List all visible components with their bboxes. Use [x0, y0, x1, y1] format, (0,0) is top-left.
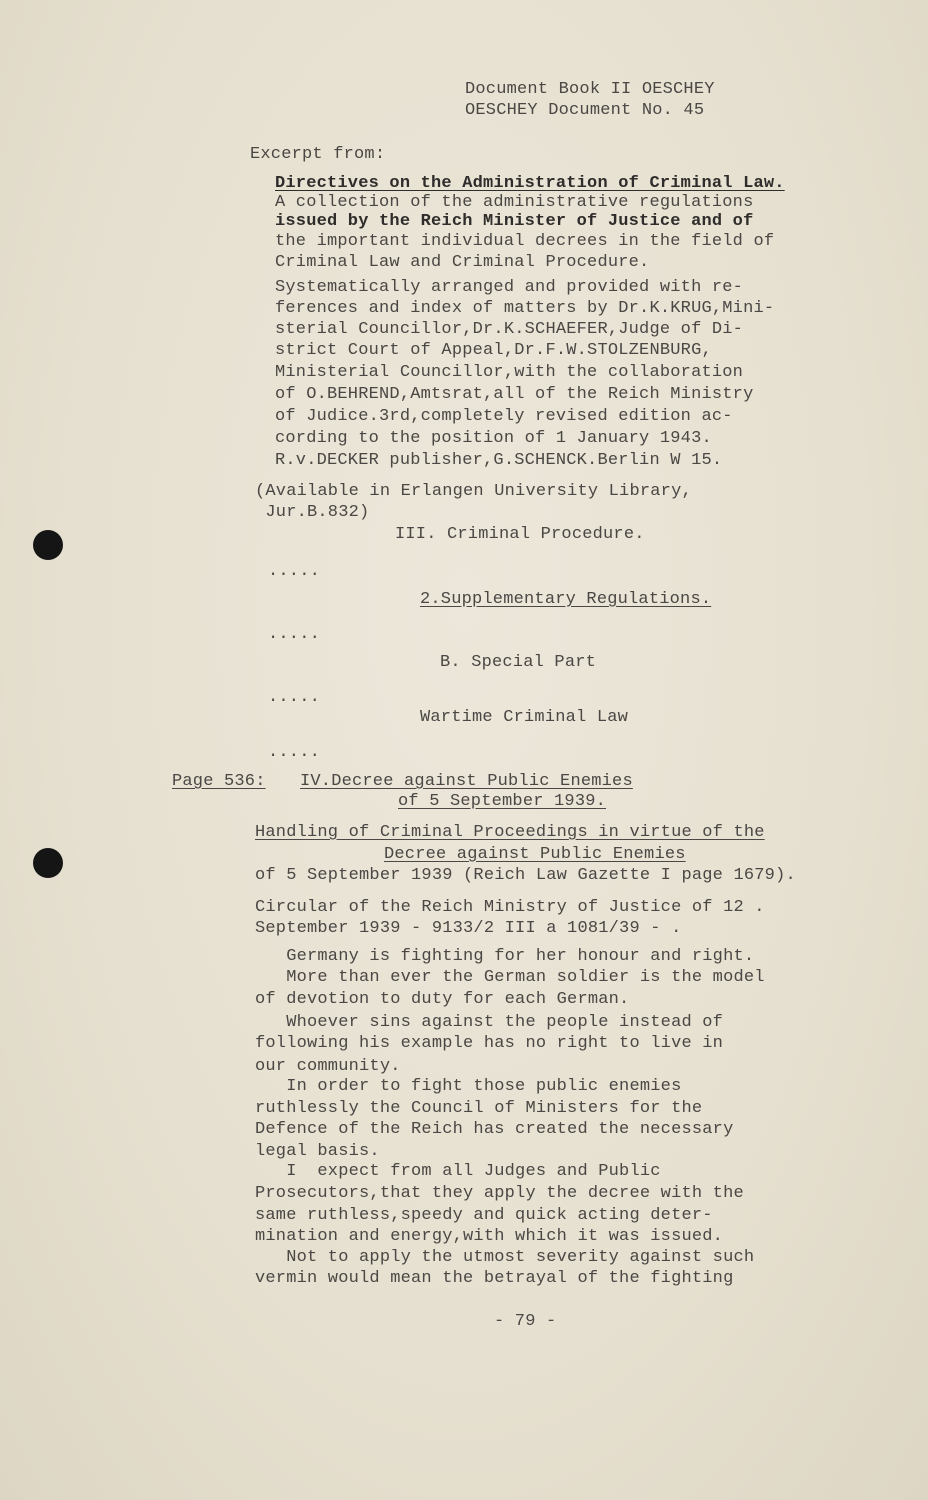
source-para2-line-4: strict Court of Appeal,Dr.F.W.STOLZENBURG, — [275, 341, 712, 360]
body-line-7: In order to fight those public enemies — [255, 1077, 682, 1096]
section-wartime-criminal-law: Wartime Criminal Law — [420, 708, 629, 727]
punch-hole-bottom — [33, 848, 63, 878]
availability-line-1: (Available in Erlangen University Library, — [255, 482, 692, 501]
source-line-3: the important individual decrees in the field of — [275, 232, 775, 251]
body-line-12: Prosecutors,that they apply the decree with the — [255, 1184, 744, 1203]
page-reference: Page 536: — [172, 772, 266, 791]
availability-line-2: Jur.B.832) — [255, 503, 370, 522]
section-special-part: B. Special Part — [440, 653, 597, 672]
handling-line-1: Handling of Criminal Proceedings in virtue of the — [255, 823, 765, 842]
body-line-6: our community. — [255, 1057, 401, 1076]
page-number: - 79 - — [494, 1312, 557, 1331]
body-line-5: following his example has no right to live in — [255, 1034, 724, 1053]
handling-line-2: Decree against Public Enemies — [384, 845, 686, 864]
ellipsis-4: ..... — [268, 743, 321, 762]
source-para2-line-1: Systematically arranged and provided with re- — [275, 278, 744, 297]
body-line-2: More than ever the German soldier is the model — [255, 968, 765, 987]
source-para2-line-7: of Judice.3rd,completely revised edition ac- — [275, 407, 733, 426]
source-para2-line-5: Ministerial Councillor,with the collaboration — [275, 363, 744, 382]
body-line-8: ruthlessly the Council of Ministers for the — [255, 1099, 703, 1118]
source-para2-line-6: of O.BEHREND,Amtsrat,all of the Reich Ministry — [275, 385, 754, 404]
ellipsis-2: ..... — [268, 625, 321, 644]
source-para2-line-8: cording to the position of 1 January 1943. — [275, 429, 712, 448]
source-line-4: Criminal Law and Criminal Procedure. — [275, 253, 650, 272]
decree-title-1: IV.Decree against Public Enemies — [300, 772, 633, 791]
circular-line-1: Circular of the Reich Ministry of Justice of 12 . — [255, 898, 765, 917]
source-para2-line-2: ferences and index of matters by Dr.K.KRUG,Mini- — [275, 299, 775, 318]
body-line-16: vermin would mean the betrayal of the fighting — [255, 1269, 734, 1288]
source-para2-line-3: sterial Councillor,Dr.K.SCHAEFER,Judge of Di- — [275, 320, 744, 339]
source-para2-line-9: R.v.DECKER publisher,G.SCHENCK.Berlin W 15. — [275, 451, 723, 470]
body-line-9: Defence of the Reich has created the necessary — [255, 1120, 734, 1139]
body-line-3: of devotion to duty for each German. — [255, 990, 630, 1009]
body-line-14: mination and energy,with which it was issued. — [255, 1227, 724, 1246]
punch-hole-top — [33, 530, 63, 560]
section-criminal-procedure: III. Criminal Procedure. — [395, 525, 645, 544]
body-line-11: I expect from all Judges and Public — [255, 1162, 661, 1181]
source-line-1: A collection of the administrative regulations — [275, 193, 754, 212]
body-line-15: Not to apply the utmost severity against such — [255, 1248, 755, 1267]
decree-title-2: of 5 September 1939. — [398, 792, 607, 811]
handling-line-3: of 5 September 1939 (Reich Law Gazette I page 1679). — [255, 866, 796, 885]
header-line-1: Document Book II OESCHEY — [465, 80, 715, 99]
source-title: Directives on the Administration of Criminal Law. — [275, 174, 785, 193]
section-supplementary-regulations: 2.Supplementary Regulations. — [420, 590, 712, 609]
body-line-10: legal basis. — [255, 1142, 380, 1161]
excerpt-label: Excerpt from: — [250, 145, 386, 164]
ellipsis-1: ..... — [268, 562, 321, 581]
source-line-2: issued by the Reich Minister of Justice and of — [275, 212, 754, 231]
body-line-1: Germany is fighting for her honour and right. — [255, 947, 755, 966]
circular-line-2: September 1939 - 9133/2 III a 1081/39 - . — [255, 919, 682, 938]
ellipsis-3: ..... — [268, 688, 321, 707]
header-line-2: OESCHEY Document No. 45 — [465, 101, 705, 120]
body-line-4: Whoever sins against the people instead of — [255, 1013, 724, 1032]
body-line-13: same ruthless,speedy and quick acting deter- — [255, 1206, 713, 1225]
